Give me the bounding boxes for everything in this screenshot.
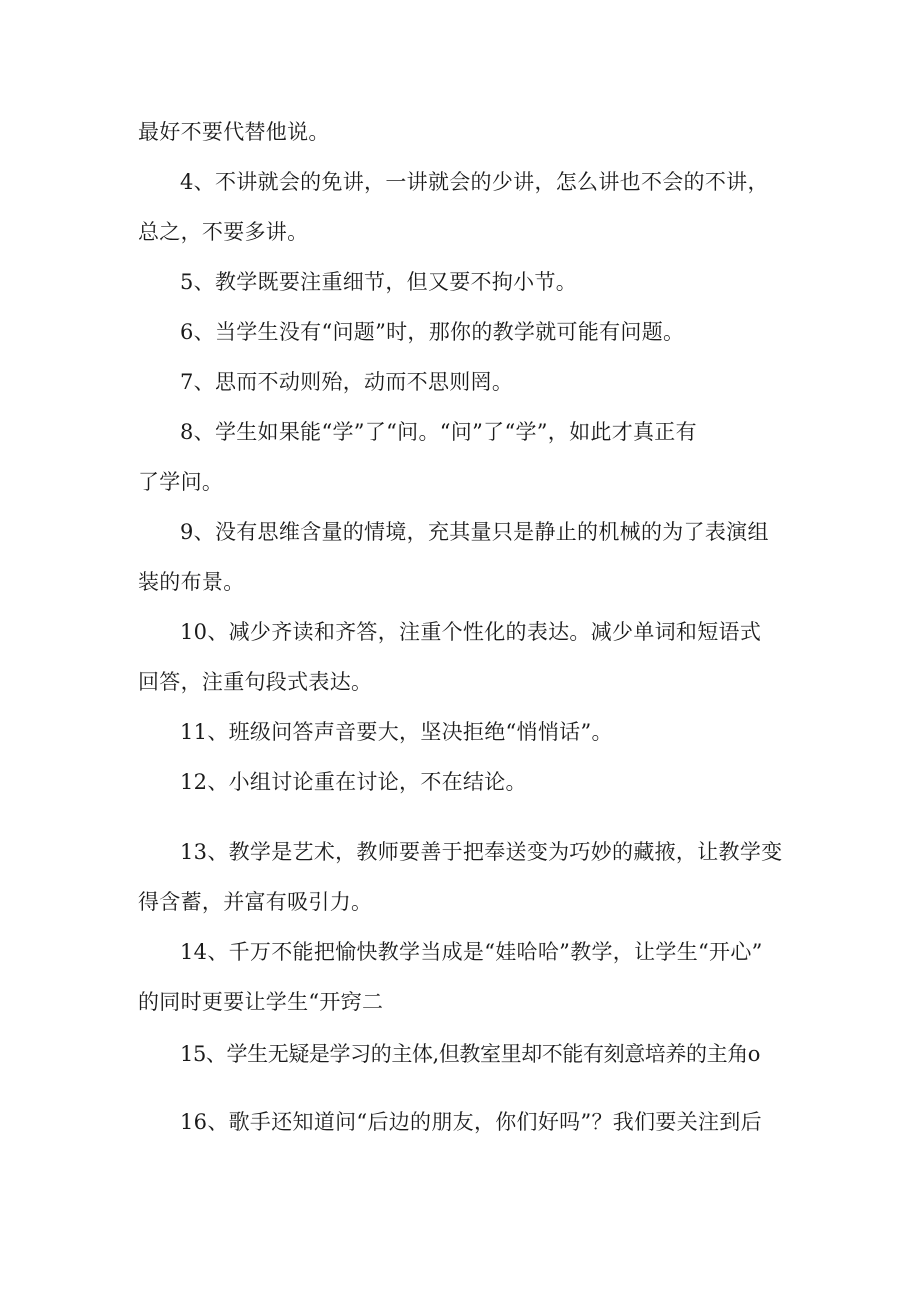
- text-line: 4、不讲就会的免讲，一讲就会的少讲，怎么讲也不会的不讲，: [180, 170, 769, 194]
- text-line: 5、教学既要注重细节，但又要不拘小节。: [180, 270, 578, 294]
- text-line: 了学问。: [138, 470, 224, 494]
- text-line: 16、歌手还知道问“后边的朋友，你们好吗”？我们要关注到后: [180, 1110, 762, 1134]
- text-line: 得含蓄，并富有吸引力。: [138, 890, 373, 914]
- text-line: 13、教学是艺术，教师要善于把奉送变为巧妙的藏掖，让教学变: [180, 840, 783, 864]
- text-line: 11、班级问答声音要大，坚决拒绝“悄悄话”。: [180, 720, 613, 744]
- text-line: 的同时更要让学生“开窍二: [138, 990, 384, 1014]
- text-line: 10、减少齐读和齐答，注重个性化的表达。减少单词和短语式: [180, 620, 762, 644]
- text-line: 14、千万不能把愉快教学当成是“娃哈哈”教学，让学生“开心”: [180, 940, 763, 964]
- text-line: 7、思而不动则殆，动而不思则罔。: [180, 370, 514, 394]
- text-line: 装的布景。: [138, 570, 245, 594]
- text-line: 最好不要代替他说。: [138, 120, 330, 144]
- text-line: 6、当学生没有“问题”时，那你的教学就可能有问题。: [180, 320, 685, 344]
- text-line: 12、小组讨论重在讨论，不在结论。: [180, 770, 527, 794]
- text-line: 回答，注重句段式表达。: [138, 670, 373, 694]
- text-line: 9、没有思维含量的情境，充其量只是静止的机械的为了表演组: [180, 520, 769, 544]
- text-line: 8、学生如果能“学”了“问。“问”了“学”，如此才真正有: [180, 420, 697, 444]
- text-line: 总之，不要多讲。: [138, 220, 309, 244]
- text-line: 15、学生无疑是学习的主体,但教室里却不能有刻意培养的主角o: [180, 1042, 761, 1066]
